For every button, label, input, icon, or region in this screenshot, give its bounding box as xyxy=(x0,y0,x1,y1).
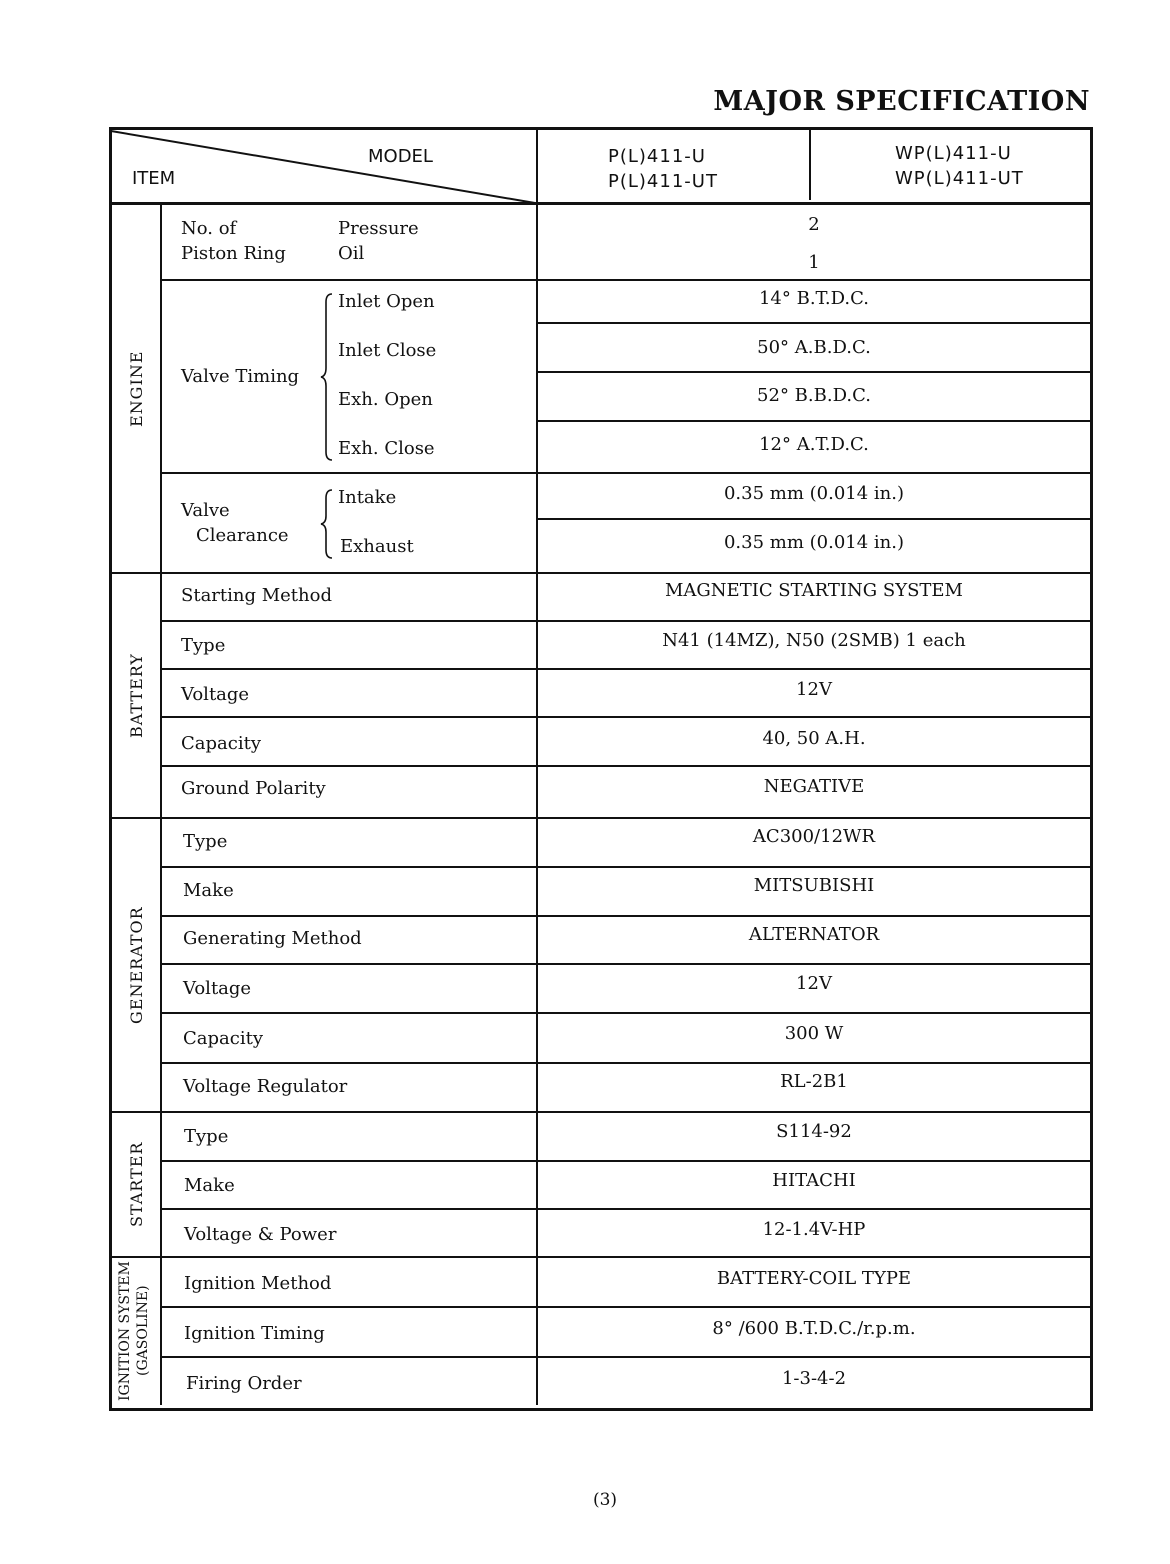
battery-capacity-label: Capacity xyxy=(181,733,261,754)
row-line xyxy=(160,765,1090,767)
valve-timing-brace xyxy=(320,292,338,462)
header-model-1-line1: P(L)411-U xyxy=(608,146,706,167)
generator-type-value: AC300/12WR xyxy=(752,826,876,847)
engine-valve-timing-label: Valve Timing xyxy=(181,366,300,387)
starter-type-value: S114-92 xyxy=(776,1121,852,1142)
generator-generating-method-value: ALTERNATOR xyxy=(748,924,880,945)
engine-pressure-label: Pressure xyxy=(338,218,419,239)
section-engine: ENGINE xyxy=(127,350,146,427)
row-line xyxy=(160,866,1090,868)
row-line xyxy=(536,518,1090,520)
starter-make-label: Make xyxy=(184,1175,235,1196)
engine-valve-clearance-label2: Clearance xyxy=(196,525,289,546)
generator-voltage-regulator-value: RL-2B1 xyxy=(780,1071,848,1092)
starter-make-value: HITACHI xyxy=(772,1170,856,1191)
section-battery: BATTERY xyxy=(127,653,146,738)
row-line xyxy=(160,1306,1090,1308)
header-model: MODEL xyxy=(368,146,433,167)
row-line xyxy=(160,668,1090,670)
engine-exh-open-value: 52° B.B.D.C. xyxy=(757,385,871,406)
section-ignition: IGNITION SYSTEM (GASOLINE) xyxy=(117,1261,151,1401)
section-line xyxy=(109,817,1090,819)
ignition-timing-value: 8° /600 B.T.D.C./r.p.m. xyxy=(712,1318,916,1339)
generator-generating-method-label: Generating Method xyxy=(183,928,362,949)
generator-voltage-regulator-label: Voltage Regulator xyxy=(183,1076,348,1097)
battery-voltage-value: 12V xyxy=(796,679,832,700)
ignition-timing-label: Ignition Timing xyxy=(184,1323,325,1344)
ignition-method-value: BATTERY-COIL TYPE xyxy=(716,1268,912,1289)
generator-make-label: Make xyxy=(183,880,234,901)
engine-oil-value: 1 xyxy=(808,252,820,273)
section-line xyxy=(109,572,1090,574)
valve-clearance-brace xyxy=(320,488,338,560)
engine-pressure-value: 2 xyxy=(808,214,820,235)
header-diagonal xyxy=(109,127,539,207)
header-model-2-line1: WP(L)411-U xyxy=(895,143,1012,164)
row-line xyxy=(160,279,1090,281)
battery-starting-method-label: Starting Method xyxy=(181,585,332,606)
battery-type-label: Type xyxy=(181,635,226,656)
engine-exh-open-label: Exh. Open xyxy=(338,389,433,410)
ignition-firing-order-value: 1-3-4-2 xyxy=(781,1368,847,1389)
generator-voltage-value: 12V xyxy=(796,973,832,994)
engine-intake-label: Intake xyxy=(338,487,397,508)
row-line xyxy=(160,472,1090,474)
row-line xyxy=(160,1012,1090,1014)
battery-type-value: N41 (14MZ), N50 (2SMB) 1 each xyxy=(662,630,966,651)
engine-exhaust-label: Exhaust xyxy=(340,536,414,557)
engine-exh-close-value: 12° A.T.D.C. xyxy=(759,434,869,455)
battery-starting-method-value: MAGNETIC STARTING SYSTEM xyxy=(665,580,963,601)
row-line xyxy=(536,371,1090,373)
ignition-firing-order-label: Firing Order xyxy=(186,1373,302,1394)
engine-inlet-close-label: Inlet Close xyxy=(338,340,437,361)
col-divider-section xyxy=(160,205,162,1405)
generator-capacity-value: 300 W xyxy=(784,1023,844,1044)
starter-voltage-power-value: 12-1.4V-HP xyxy=(762,1219,866,1240)
ignition-method-label: Ignition Method xyxy=(184,1273,332,1294)
row-line xyxy=(160,1160,1090,1162)
row-line xyxy=(536,420,1090,422)
row-line xyxy=(160,1356,1090,1358)
row-line xyxy=(160,915,1090,917)
engine-inlet-close-value: 50° A.B.D.C. xyxy=(757,337,871,358)
engine-exhaust-value: 0.35 mm (0.014 in.) xyxy=(723,532,905,553)
engine-oil-label: Oil xyxy=(338,243,365,264)
page-title: MAJOR SPECIFICATION xyxy=(713,86,1090,117)
battery-voltage-label: Voltage xyxy=(181,684,250,705)
header-model-1-line2: P(L)411-UT xyxy=(608,171,718,192)
engine-piston-ring-label2: Piston Ring xyxy=(181,243,286,264)
engine-piston-ring-label1: No. of xyxy=(181,218,237,239)
header-bottom-line xyxy=(109,202,1090,205)
row-line xyxy=(160,963,1090,965)
generator-capacity-label: Capacity xyxy=(183,1028,263,1049)
starter-type-label: Type xyxy=(184,1126,229,1147)
row-line xyxy=(160,1208,1090,1210)
section-line xyxy=(109,1256,1090,1258)
row-line xyxy=(536,322,1090,324)
engine-valve-clearance-label1: Valve xyxy=(181,500,230,521)
battery-capacity-value: 40, 50 A.H. xyxy=(762,728,866,749)
engine-inlet-open-label: Inlet Open xyxy=(338,291,435,312)
battery-ground-polarity-label: Ground Polarity xyxy=(181,778,326,799)
section-line xyxy=(109,1111,1090,1113)
row-line xyxy=(160,1062,1090,1064)
generator-type-label: Type xyxy=(183,831,228,852)
row-line xyxy=(160,716,1090,718)
header-model-2-line2: WP(L)411-UT xyxy=(895,168,1024,189)
engine-exh-close-label: Exh. Close xyxy=(338,438,435,459)
battery-ground-polarity-value: NEGATIVE xyxy=(763,776,865,797)
section-starter: STARTER xyxy=(127,1141,146,1228)
row-line xyxy=(160,620,1090,622)
section-generator: GENERATOR xyxy=(127,906,146,1024)
page-number: (3) xyxy=(592,1490,618,1510)
header-item: ITEM xyxy=(132,168,176,189)
generator-voltage-label: Voltage xyxy=(183,978,252,999)
engine-intake-value: 0.35 mm (0.014 in.) xyxy=(723,483,905,504)
starter-voltage-power-label: Voltage & Power xyxy=(184,1224,337,1245)
generator-make-value: MITSUBISHI xyxy=(753,875,875,896)
engine-inlet-open-value: 14° B.T.D.C. xyxy=(758,288,870,309)
col-divider-models xyxy=(809,127,811,200)
